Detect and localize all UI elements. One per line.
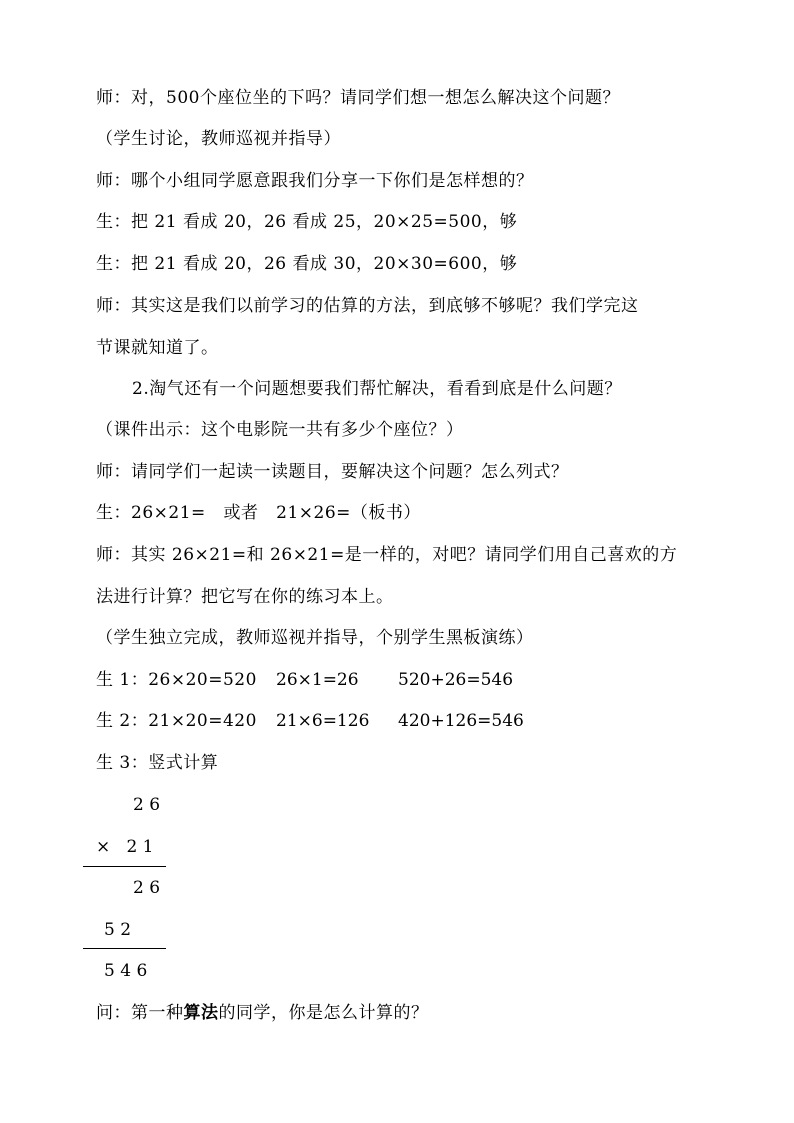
student2-step2: 21×6=126 <box>276 711 370 731</box>
student1-step3: 520+26=546 <box>398 670 514 690</box>
vertical-multiplicand: 2 6 <box>133 795 161 815</box>
question-prefix: 问：第一种 <box>96 1003 184 1023</box>
dialogue-line-teacher-estimation-cont: 节课就知道了。 <box>96 338 219 358</box>
dialogue-line-teacher-read: 师：请同学们一起读一读题目，要解决这个问题？怎么列式？ <box>96 462 569 482</box>
vertical-partial-2: 5 2 <box>104 920 132 940</box>
student1-step1: 生 1：26×20=520 <box>96 670 257 690</box>
dialogue-line-student-equation: 生：26×21= 或者 21×26=（板书） <box>96 503 421 523</box>
dialogue-line-student-estimate-1: 生：把 21 看成 20，26 看成 25，20×25=500，够 <box>96 212 518 232</box>
note-independent-work: （学生独立完成，教师巡视并指导，个别学生黑板演练） <box>96 628 534 648</box>
question-bold-term: 算法 <box>183 1003 219 1023</box>
vertical-result: 5 4 6 <box>104 961 148 981</box>
dialogue-line-teacher-seats: 师：对，500个座位坐的下吗？请同学们想一想怎么解决这个问题？ <box>96 88 620 108</box>
section-item-2: 2.淘气还有一个问题想要我们帮忙解决，看看到底是什么问题？ <box>132 379 622 399</box>
dialogue-line-teacher-same: 师：其实 26×21=和 26×21=是一样的，对吧？请同学们用自己喜欢的方 <box>96 545 678 565</box>
question-line <box>96 1001 429 1025</box>
student3-label: 生 3：竖式计算 <box>96 753 219 773</box>
dialogue-line-teacher-same-cont: 法进行计算？把它写在你的练习本上。 <box>96 587 394 607</box>
dialogue-line-teacher-estimation: 师：其实这是我们以前学习的估算的方法，到底够不够呢？我们学完这 <box>96 296 639 316</box>
vertical-multiplier: × 2 1 <box>96 837 154 857</box>
note-courseware: （课件出示：这个电影院一共有多少个座位？） <box>96 420 464 440</box>
vertical-partial-1: 2 6 <box>133 878 161 898</box>
dialogue-line-student-estimate-2: 生：把 21 看成 20，26 看成 30，20×30=600，够 <box>96 254 518 274</box>
vertical-rule-1 <box>83 866 166 867</box>
student2-step3: 420+126=546 <box>398 711 524 731</box>
note-student-discussion: （学生讨论，教师巡视并指导） <box>96 129 341 149</box>
student1-step2: 26×1=26 <box>276 670 359 690</box>
vertical-rule-2 <box>83 948 166 949</box>
dialogue-line-teacher-share: 师：哪个小组同学愿意跟我们分享一下你们是怎样想的？ <box>96 171 534 191</box>
question-suffix: 的同学，你是怎么计算的？ <box>218 1003 429 1023</box>
student2-step1: 生 2：21×20=420 <box>96 711 257 731</box>
